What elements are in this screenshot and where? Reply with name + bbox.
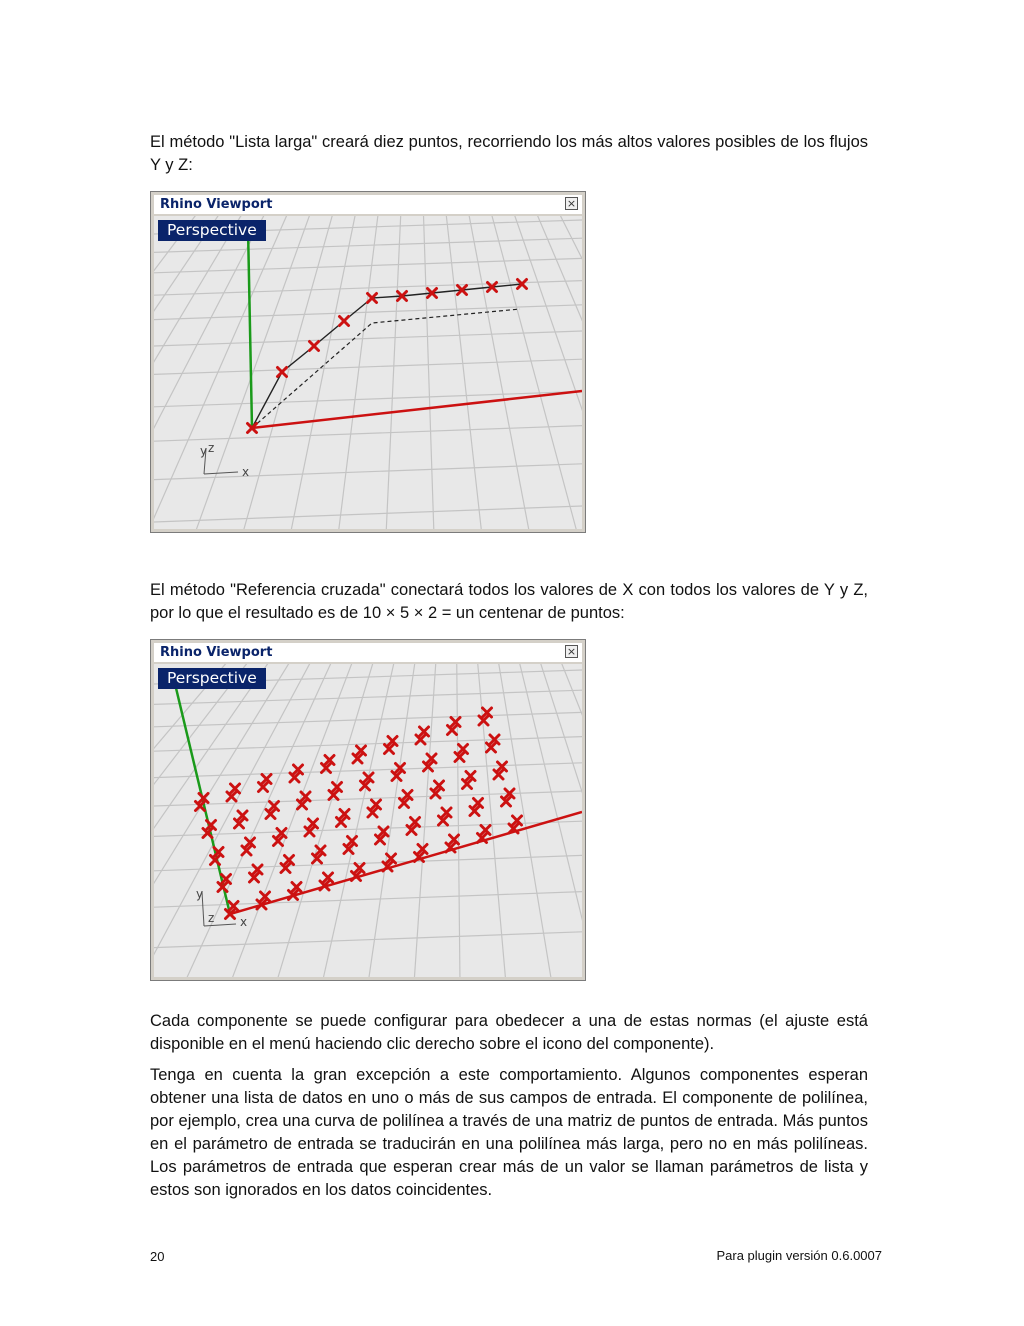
grid-line xyxy=(386,216,413,529)
gizmo-label-y: y xyxy=(200,444,208,458)
rhino-viewport-longest-list[interactable] xyxy=(150,191,586,533)
grid-line xyxy=(154,892,582,908)
grid-line xyxy=(154,506,582,522)
viewport-titlebar xyxy=(154,643,582,662)
grid-line xyxy=(154,664,436,977)
grid-line xyxy=(154,791,582,806)
grid-line xyxy=(154,932,582,948)
intro-paragraph: El método "Lista larga" creará diez puntos, recorriendo los más altos valores posibles de los flujos Y y Z: xyxy=(150,133,868,174)
point-marker xyxy=(340,317,349,326)
close-icon[interactable]: × xyxy=(566,645,577,658)
component-config-paragraph: Cada componente se puede configurar para obedecer a una de estas normas (el ajuste está disponible en el menú haciendo clic derecho sobre el icono del componente). xyxy=(150,1012,868,1053)
grid-line xyxy=(414,664,452,977)
grid-line xyxy=(154,216,393,529)
viewport-title: Rhino Viewport xyxy=(160,197,273,212)
viewport-titlebar xyxy=(154,195,582,214)
gizmo-label-y: y xyxy=(196,887,204,901)
grid-line xyxy=(154,331,582,346)
point-marker xyxy=(310,342,319,351)
perspective-grid xyxy=(154,216,582,529)
gizmo-label-z: z xyxy=(208,441,215,455)
grid-line xyxy=(154,216,396,529)
gizmo-label-x: x xyxy=(240,915,248,929)
viewport-title: Rhino Viewport xyxy=(160,645,273,660)
close-icon[interactable]: × xyxy=(566,197,577,210)
gizmo-label-z: z xyxy=(208,911,215,925)
grid-line xyxy=(338,216,410,529)
grid-line xyxy=(276,664,445,977)
viewport-scene xyxy=(154,664,582,977)
grid-line xyxy=(464,664,583,977)
points-group xyxy=(196,708,522,919)
grid-line xyxy=(154,712,582,726)
viewport-scene xyxy=(154,216,582,529)
grid-line xyxy=(461,664,582,977)
list-parameters-paragraph: Tenga en cuenta la gran excepción a este comportamiento. Algunos componentes esperan obtener una lista de datos en uno o más de sus campos de entrada. El componente de polilínea, por ejemplo, crea una curva de polilínea a través de una matriz de puntos de entrada. Más puntos en el parámetro de entrada se traducirán en una polilínea más larga, pero no en más polilíneas. Los parámetros de entrada que esperan crear más de un valor se llaman parámetros de lista y estos son ignorados en los datos coincidentes. xyxy=(150,1066,868,1199)
grid-line xyxy=(154,737,582,752)
grid-line xyxy=(184,664,441,977)
grid-line xyxy=(457,664,506,977)
grid-line xyxy=(368,664,450,977)
grid-line xyxy=(154,216,391,529)
point-marker xyxy=(278,368,287,377)
viewport-canvas[interactable] xyxy=(154,664,582,977)
grid-line xyxy=(154,690,582,704)
points-group xyxy=(248,280,527,433)
viewport-canvas[interactable] xyxy=(154,216,582,529)
grid-line xyxy=(459,664,552,977)
plugin-version: Para plugin versión 0.6.0007 xyxy=(716,1248,882,1263)
grid-line xyxy=(154,426,582,442)
grid-line xyxy=(454,664,460,977)
dashed-guide-path xyxy=(252,309,520,428)
page-number: 20 xyxy=(150,1249,165,1264)
view-label-perspective[interactable]: Perspective xyxy=(158,668,266,689)
grid-line xyxy=(290,216,408,529)
rhino-viewport-cross-reference[interactable] xyxy=(150,639,586,981)
cross-reference-paragraph: El método "Referencia cruzada" conectará todos los valores de X con todos los valores de Y y Z, por lo que el resultado es de 10 × 5 × 2 = un centenar de puntos: xyxy=(150,581,868,622)
x-axis-line xyxy=(252,391,582,428)
gizmo-label-x: x xyxy=(242,465,250,479)
grid-line xyxy=(154,359,582,374)
grid-line xyxy=(154,258,582,272)
y-axis-line xyxy=(248,228,252,428)
grid-line xyxy=(154,664,438,977)
grid-line xyxy=(230,664,443,977)
grid-line xyxy=(466,664,582,977)
view-label-perspective[interactable]: Perspective xyxy=(158,220,266,241)
